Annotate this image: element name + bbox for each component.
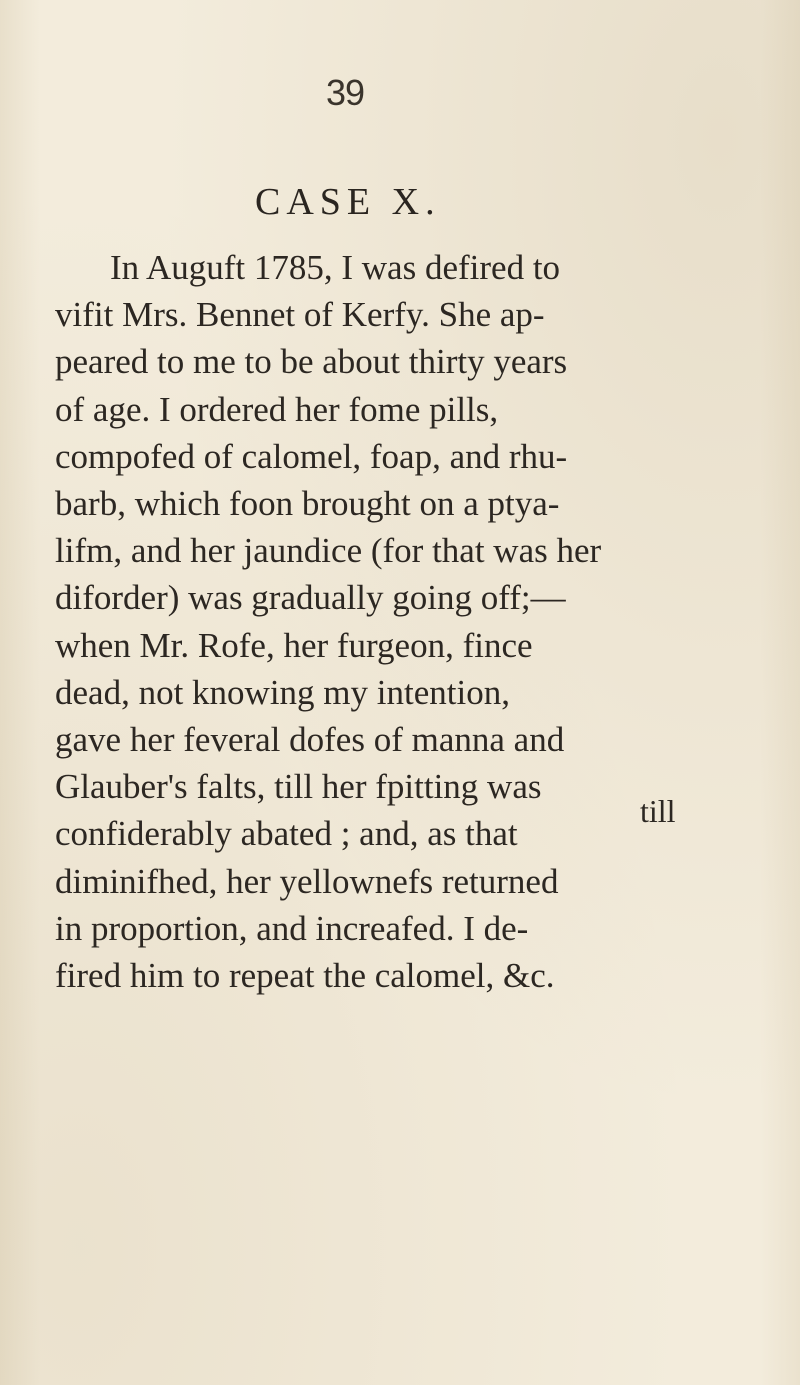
text-line: vifit Mrs. Bennet of Kerfy. She ap- [55,295,545,334]
text-line: compofed of calomel, foap, and rhu- [55,437,568,476]
text-line: In Auguft 1785, I was defired to [110,248,561,287]
text-line: lifm, and her jaundice (for that was her [55,531,602,570]
text-line: peared to me to be about thirty years [55,342,568,381]
text-line: fired him to repeat the calomel, &c. [55,956,555,995]
text-line: in proportion, and increafed. I de- [55,909,529,948]
text-line: confiderably abated ; and, as that [55,814,518,853]
text-line: diforder) was gradually going off;— [55,578,566,617]
text-line: barb, which foon brought on a ptya- [55,484,560,523]
text-line: of age. I ordered her fome pills, [55,390,499,429]
text-line: when Mr. Rofe, her furgeon, fince [55,626,533,665]
text-line: diminifhed, her yellownefs returned [55,862,559,901]
text-line: dead, not knowing my intention, [55,673,510,712]
page-number: 39 [325,72,365,113]
text-line: gave her feveral dofes of manna and [55,720,565,759]
text-line: Glauber's falts, till her fpitting was [55,767,542,806]
case-heading: CASE X. [255,181,441,223]
catchword: till [640,793,676,829]
